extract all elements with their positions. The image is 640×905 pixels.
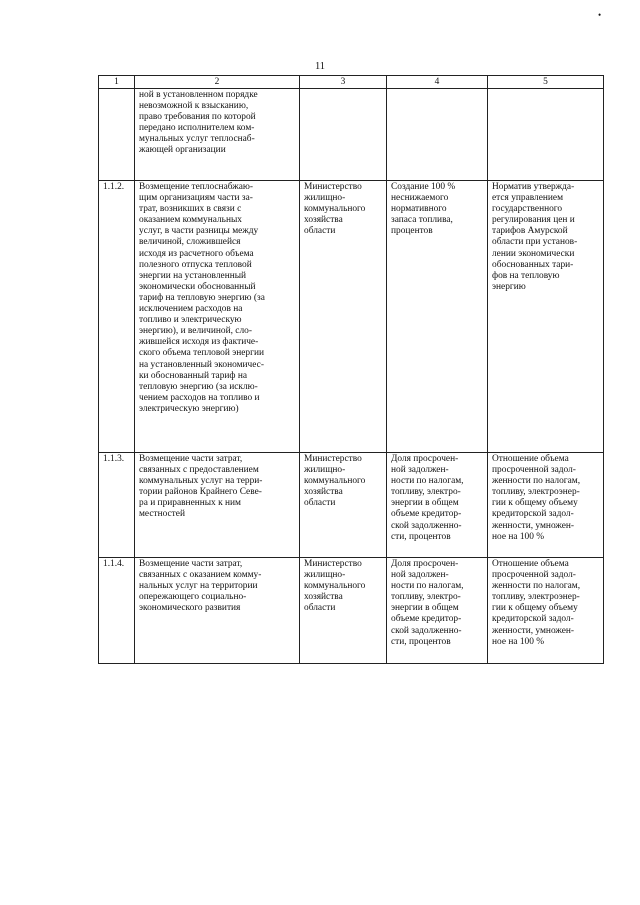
responsible-cell: Министерство жилищно- коммунального хозяйства области bbox=[300, 181, 387, 453]
responsible-cell: Министерство жилищно- коммунального хозяйства области bbox=[300, 558, 387, 664]
row-number-cell: 1.1.3. bbox=[99, 453, 135, 558]
description-cell: ной в установленном порядке невозможной к взысканию, право требования по которой передано исполнителем ком- мунальных услуг теплоснаб- жающей организации bbox=[135, 89, 300, 181]
page-number: 11 bbox=[314, 61, 326, 72]
corner-mark: • bbox=[598, 10, 602, 20]
column-header: 1 bbox=[99, 76, 135, 89]
description-cell: Возмещение теплоснабжаю- щим организациям части за- трат, возникших в связи с оказанием коммунальных услуг, в части разницы между величиной, сложившейся исходя из расчетного объема полезного отпуска тепловой энергии на установленный экономически обоснованный тариф на тепловую энергию (за исключением расходов на топливо и электрическую энергию), и величиной, сло- жившейся исходя из фактиче- ского объема тепловой энергии на установленный экономичес- ки обоснованный тариф на тепловую энергию (за исклю- чением расходов на топливо и электрическую энергию) bbox=[135, 181, 300, 453]
responsible-cell bbox=[300, 89, 387, 181]
description-cell: Возмещение части затрат, связанных с оказанием комму- нальных услуг на территории опережающего социально- экономического развития bbox=[135, 558, 300, 664]
table-row bbox=[99, 89, 604, 181]
table-row bbox=[99, 453, 604, 558]
indicator-cell: Доля просрочен- ной задолжен- ности по налогам, топливу, электро- энергии в общем объеме кредитор- ской задолженно- сти, процентов bbox=[387, 453, 488, 558]
table-row bbox=[99, 558, 604, 664]
indicator-cell: Доля просрочен- ной задолжен- ности по налогам, топливу, электро- энергии в общем объеме кредитор- ской задолженно- сти, процентов bbox=[387, 558, 488, 664]
indicator-cell bbox=[387, 89, 488, 181]
responsible-cell: Министерство жилищно- коммунального хозяйства области bbox=[300, 453, 387, 558]
row-number-cell bbox=[99, 89, 135, 181]
indicator-cell: Создание 100 % неснижаемого нормативного запаса топлива, процентов bbox=[387, 181, 488, 453]
method-cell: Норматив утвержда- ется управлением государственного регулирования цен и тарифов Амурской области при установ- лении экономически обоснованных тари- фов на тепловую энергию bbox=[488, 181, 604, 453]
row-number-cell: 1.1.2. bbox=[99, 181, 135, 453]
row-number-cell: 1.1.4. bbox=[99, 558, 135, 664]
method-cell: Отношение объема просроченной задол- женности по налогам, топливу, электроэнер- гии к общему объему кредиторской задол- женности, умножен- ное на 100 % bbox=[488, 558, 604, 664]
column-header: 2 bbox=[135, 76, 300, 89]
table-row bbox=[99, 181, 604, 453]
description-cell: Возмещение части затрат, связанных с предоставлением коммунальных услуг на терри- тории районов Крайнего Севе- ра и приравненных к ним местностей bbox=[135, 453, 300, 558]
column-header: 3 bbox=[300, 76, 387, 89]
column-header: 5 bbox=[488, 76, 604, 89]
method-cell bbox=[488, 89, 604, 181]
program-table bbox=[98, 75, 604, 664]
column-header: 4 bbox=[387, 76, 488, 89]
method-cell: Отношение объема просроченной задол- женности по налогам, топливу, электроэнер- гии к общему объему кредиторской задол- женности, умножен- ное на 100 % bbox=[488, 453, 604, 558]
table-header-row bbox=[99, 76, 604, 89]
